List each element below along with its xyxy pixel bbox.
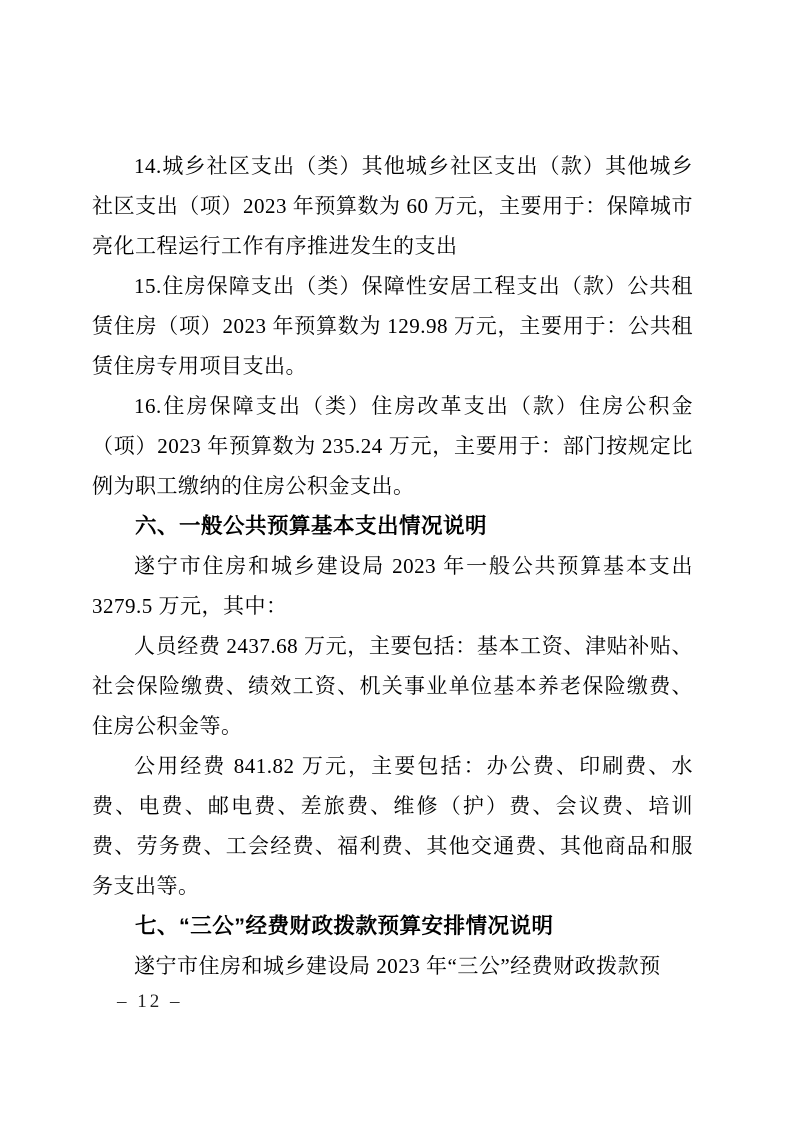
section-heading-six-basic-expenditure: 六、一般公共预算基本支出情况说明 [135, 514, 488, 538]
paragraph-basic-expenditure-total: 遂宁市住房和城乡建设局 2023 年一般公共预算基本支出 3279.5 万元，其中： [92, 554, 693, 618]
page-number: – 12 – [117, 991, 183, 1012]
paragraph-public-funds: 公用经费 841.82 万元，主要包括：办公费、印刷费、水费、电费、邮电费、差旅费、维修（护）费、会议费、培训费、劳务费、工会经费、福利费、其他交通费、其他商品和服务支出等。 [92, 754, 693, 898]
paragraph-item-14: 14.城乡社区支出（类）其他城乡社区支出（款）其他城乡社区支出（项）2023 年预算数为 60 万元，主要用于：保障城市亮化工程运行工作有序推进发生的支出 [92, 154, 693, 258]
paragraph-three-public-intro: 遂宁市住房和城乡建设局 2023 年“三公”经费财政拨款预 [134, 954, 661, 978]
paragraph-item-16: 16.住房保障支出（类）住房改革支出（款）住房公积金（项）2023 年预算数为 235.24 万元，主要用于：部门按规定比例为职工缴纳的住房公积金支出。 [92, 394, 693, 498]
section-heading-seven-three-public-funds: 七、“三公”经费财政拨款预算安排情况说明 [135, 914, 554, 938]
document-body [92, 146, 693, 986]
paragraph-item-15: 15.住房保障支出（类）保障性安居工程支出（款）公共租赁住房（项）2023 年预算数为 129.98 万元，主要用于：公共租赁住房专用项目支出。 [92, 274, 693, 378]
paragraph-personnel-funds: 人员经费 2437.68 万元，主要包括：基本工资、津贴补贴、社会保险缴费、绩效工资、机关事业单位基本养老保险缴费、住房公积金等。 [92, 634, 693, 738]
